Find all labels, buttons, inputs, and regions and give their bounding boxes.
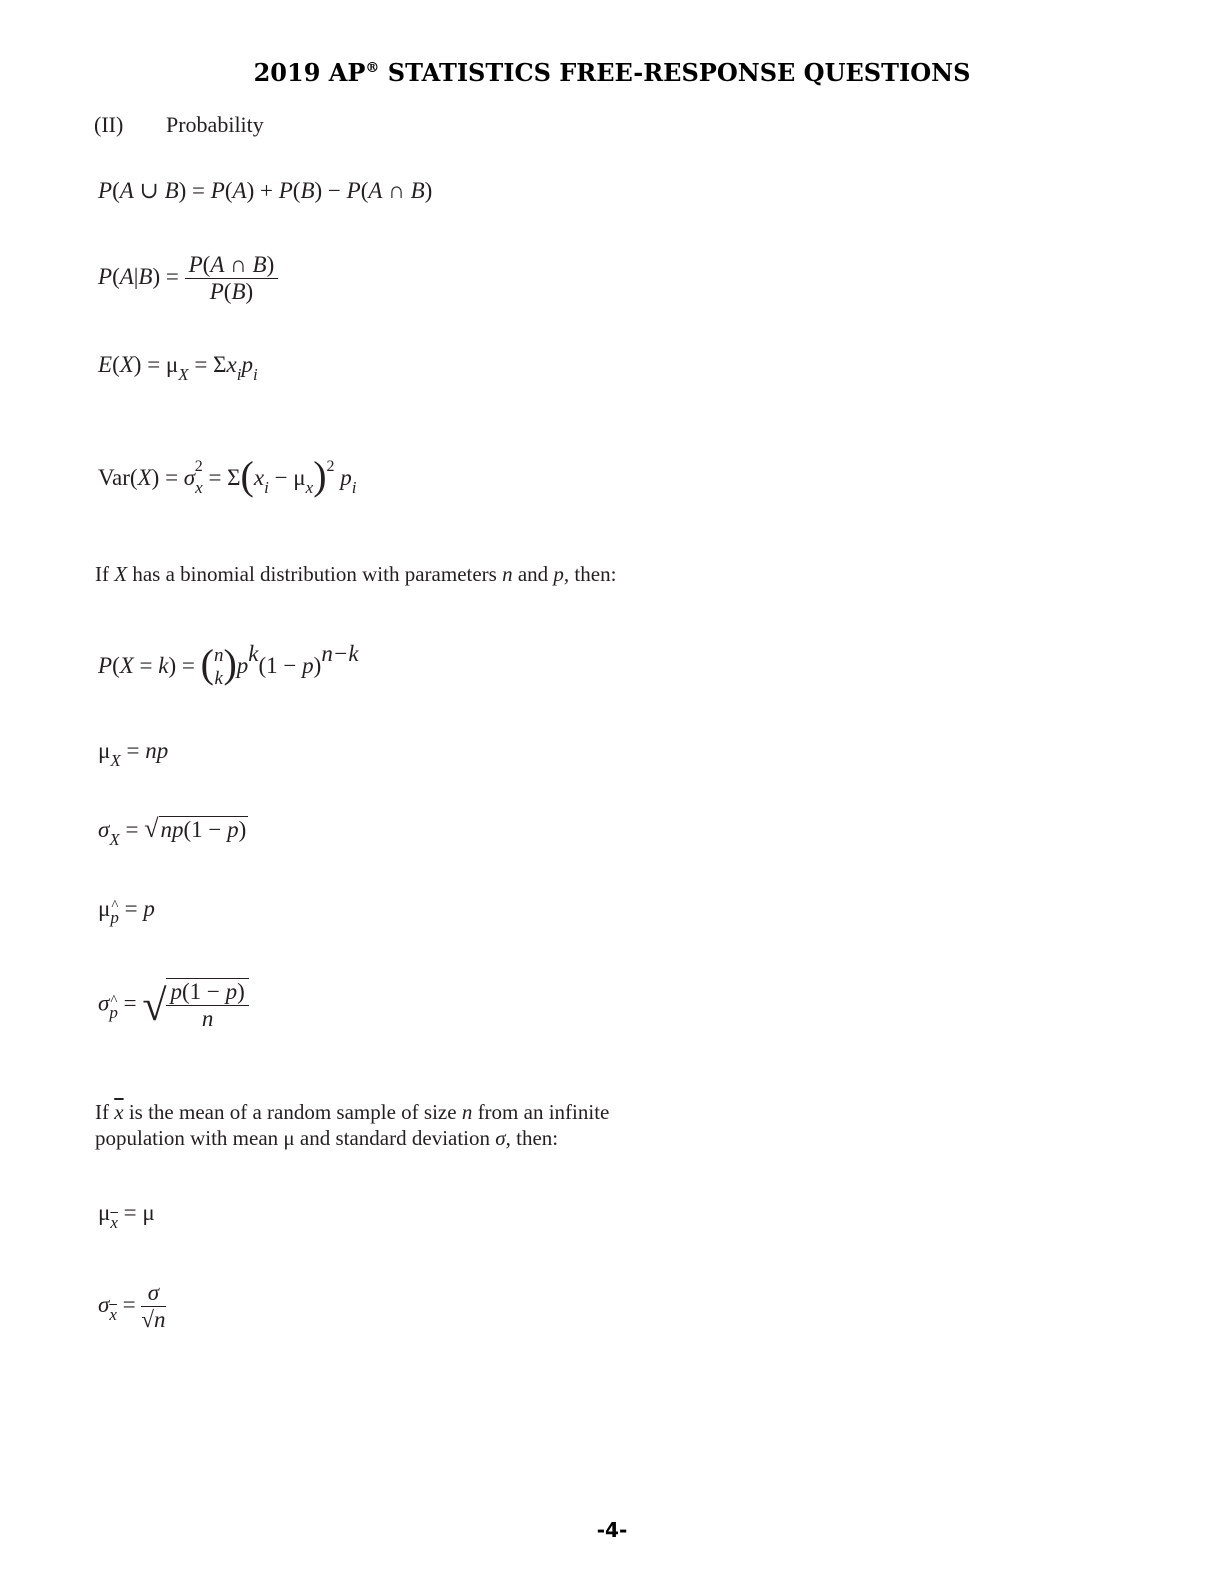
formula-variance: $Var(X) = \sigma_x^2 = \Sigma(x_i - \mu_x)^2$ $p_i$ [98, 453, 357, 498]
formula-binomial-probability: P(X = k) = ( n k )pk(1 − p)n−k [98, 641, 359, 689]
formula-sample-mean: $\mu_{\overline{x}} = \mu$ [98, 1200, 155, 1232]
page-header: 2019 AP® STATISTICS FREE-RESPONSE QUESTIONS [253, 58, 971, 87]
formula-expected-value: $E(X) = \mu_X = \Sigma x_ip_i$ [98, 352, 258, 384]
formula-binomial-mean: $\mu_X$ = np [98, 738, 169, 770]
formula-phat-mean: μ^ $_p$ = p [98, 896, 155, 922]
formula-sample-sd: $\sigma_{\overline{x}}$ = $\frac{\sigma}{√n}$ [98, 1280, 166, 1333]
formula-binomial-sd: $\sigma_X = √np(1 - p)$ [98, 814, 247, 849]
formula-phat-sd: σ^ $_p$ = √ $\frac{p(1 - p)}{n}$ [98, 978, 249, 1033]
binomial-intro-text: If X has a binomial distribution with parameters n and p, then: [95, 562, 617, 586]
formula-conditional-probability: P(A|B) = $\frac{P(A \cap B)}{P(B)}$ [98, 252, 278, 306]
sample-mean-intro-line-2: population with mean μ and standard deviation σ, then: [95, 1126, 559, 1150]
page-number: -4- [596, 1518, 628, 1542]
formula-union-probability: P(A ∪ B) = P(A) + P(B) − P(A ∩ B) [98, 178, 433, 203]
section-title: Probability [166, 112, 264, 137]
section-number: (II) [94, 112, 124, 137]
sample-mean-intro-line-1: If $\overline{x}$ is the mean of a random sample of size n from an infinite [95, 1100, 610, 1124]
